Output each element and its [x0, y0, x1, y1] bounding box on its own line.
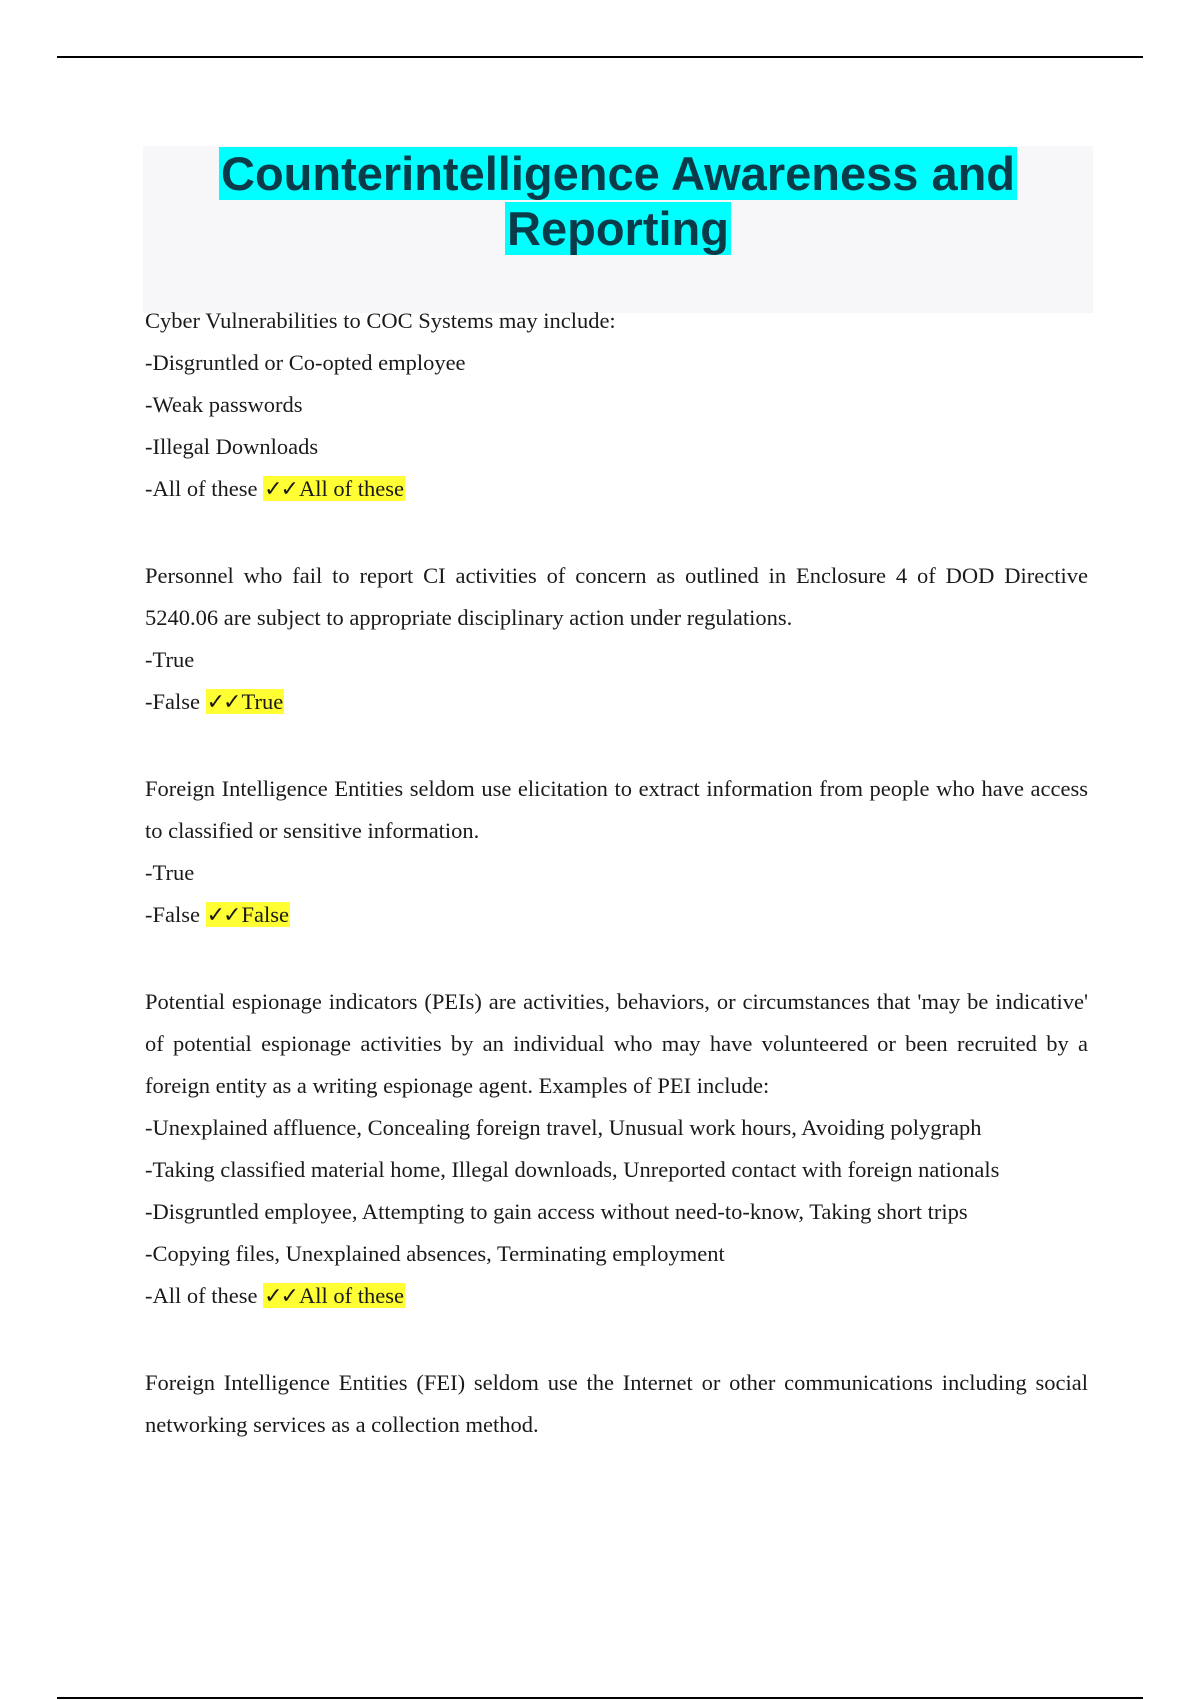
- question-prompt: Potential espionage indicators (PEIs) are activities, behaviors, or circumstances that 'may be indicative' of potential espionage activities by an individual who may have volunteered or been recruited by a foreign entity as a writing espionage agent. Examples of PEI include:: [145, 989, 1088, 1098]
- answer-text: True: [241, 689, 284, 714]
- answer-highlight: [263, 1283, 405, 1308]
- question-prompt: Personnel who fail to report CI activities of concern as outlined in Enclosure 4 of DOD Directive 5240.06 are subject to appropriate disciplinary action under regulations.: [145, 563, 1088, 630]
- question-5: [145, 1362, 1088, 1446]
- option: -All of these: [145, 476, 258, 501]
- double-check-icon: ✓✓: [264, 1284, 297, 1309]
- answer-text: All of these: [298, 476, 404, 501]
- answer-text: All of these: [298, 1283, 404, 1308]
- header-rule: [57, 56, 1143, 58]
- question-prompt: Foreign Intelligence Entities seldom use elicitation to extract information from people who have access to classified or sensitive information.: [145, 776, 1088, 843]
- double-check-icon: ✓✓: [264, 477, 297, 502]
- answer-line: [145, 1275, 1088, 1318]
- question-3: [145, 768, 1088, 937]
- option: -Disgruntled or Co-opted employee: [145, 350, 466, 375]
- page-title: [143, 146, 1093, 256]
- option: -True: [145, 860, 195, 885]
- double-check-icon: ✓✓: [206, 903, 240, 928]
- answer-highlight: [263, 476, 405, 501]
- question-1: [145, 300, 1088, 511]
- answer-text: False: [241, 902, 289, 927]
- option: -Unexplained affluence, Concealing foreign travel, Unusual work hours, Avoiding polygraph: [145, 1115, 982, 1140]
- option: -Illegal Downloads: [145, 434, 319, 459]
- double-check-icon: ✓✓: [206, 690, 240, 715]
- question-4: [145, 981, 1088, 1318]
- question-prompt: Foreign Intelligence Entities (FEI) seldom use the Internet or other communications including social networking services as a collection method.: [145, 1370, 1088, 1437]
- title-line-1: Counterintelligence Awareness and: [221, 147, 1015, 200]
- option: -All of these: [145, 1283, 258, 1308]
- title-line-2: Reporting: [507, 202, 729, 255]
- option: -Weak passwords: [145, 392, 303, 417]
- question-prompt: Cyber Vulnerabilities to COC Systems may include:: [145, 308, 616, 333]
- option: -Copying files, Unexplained absences, Terminating employment: [145, 1241, 725, 1266]
- question-2: [145, 555, 1088, 724]
- answer-line: [145, 681, 1088, 724]
- footer-rule: [57, 1697, 1143, 1699]
- question-list: [145, 300, 1088, 1446]
- option: -True: [145, 647, 195, 672]
- answer-line: [145, 468, 1088, 511]
- option: -Taking classified material home, Illegal downloads, Unreported contact with foreign nationals: [145, 1157, 1000, 1182]
- option: -Disgruntled employee, Attempting to gain access without need-to-know, Taking short trips: [145, 1199, 968, 1224]
- option: -False: [145, 689, 200, 714]
- answer-line: [145, 894, 1088, 937]
- answer-highlight: [206, 902, 290, 927]
- title-block: [143, 146, 1093, 313]
- answer-highlight: [206, 689, 285, 714]
- option: -False: [145, 902, 200, 927]
